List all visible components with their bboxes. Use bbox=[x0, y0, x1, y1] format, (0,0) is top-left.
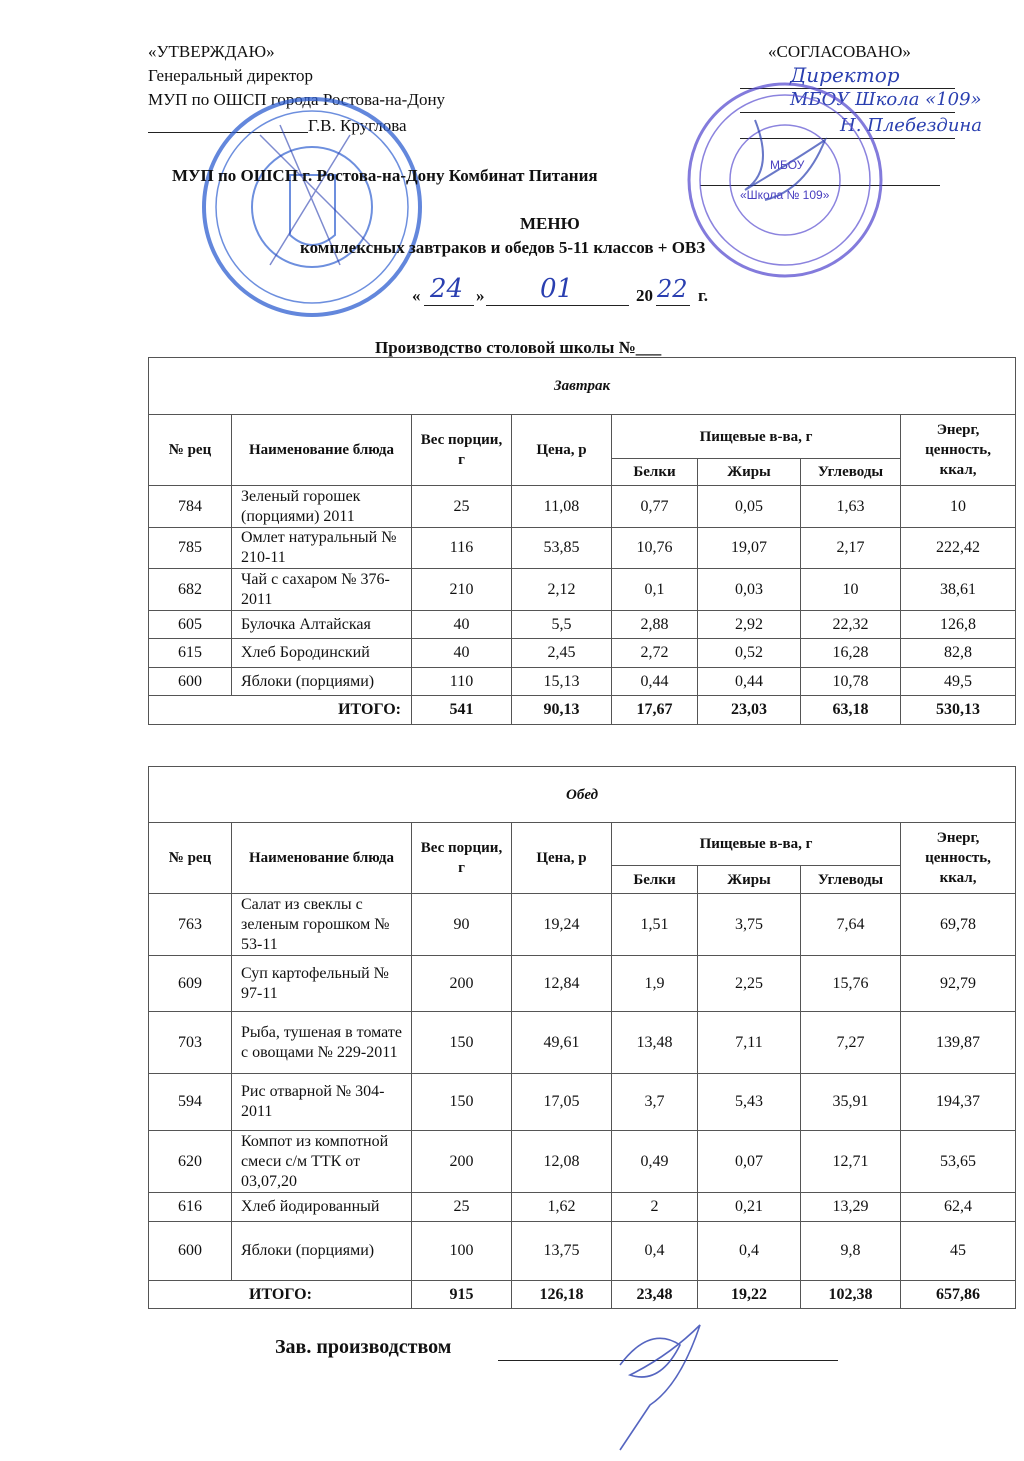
cell-name: Салат из свеклы с зеленым горошком № 53-11 bbox=[232, 894, 412, 956]
cell-carbs: 22,32 bbox=[801, 611, 901, 639]
cell-energy: 82,8 bbox=[901, 639, 1016, 668]
cell-name: Омлет натуральный № 210-11 bbox=[232, 528, 412, 569]
organization-name: МУП по ОШСП г. Ростова-на-Дону Комбинат Питания bbox=[172, 166, 598, 185]
cell-energy: 10 bbox=[901, 486, 1016, 528]
header-rec: № рец bbox=[149, 823, 232, 894]
cell-price: 11,08 bbox=[512, 486, 612, 528]
table-row bbox=[149, 486, 1016, 528]
table-row bbox=[149, 639, 1016, 668]
total-protein: 17,67 bbox=[612, 696, 698, 725]
header-name: Наименование блюда bbox=[232, 415, 412, 486]
date-suffix: г. bbox=[698, 286, 709, 305]
cell-weight: 200 bbox=[412, 1131, 512, 1193]
cell-weight: 150 bbox=[412, 1074, 512, 1131]
header-energy: Энерг, ценность, ккал, bbox=[901, 415, 1016, 486]
breakfast-rows bbox=[149, 486, 1016, 696]
production-title: Производство столовой школы №___ bbox=[375, 338, 662, 357]
stamp-label-mbou: МБОУ bbox=[770, 158, 805, 172]
cell-price: 12,84 bbox=[512, 956, 612, 1012]
cell-fat: 2,25 bbox=[698, 956, 801, 1012]
header-weight: Вес порции, г bbox=[412, 823, 512, 894]
approve-organization: МУП по ОШСП города Ростова-на-Дону bbox=[148, 90, 446, 109]
total-label: ИТОГО: bbox=[149, 1281, 412, 1309]
cell-price: 12,08 bbox=[512, 1131, 612, 1193]
cell-carbs: 35,91 bbox=[801, 1074, 901, 1131]
cell-weight: 25 bbox=[412, 1193, 512, 1222]
cell-name: Чай с сахаром № 376-2011 bbox=[232, 569, 412, 611]
cell-carbs: 16,28 bbox=[801, 639, 901, 668]
cell-name: Рыба, тушеная в томате с овощами № 229-2011 bbox=[232, 1012, 412, 1074]
cell-carbs: 10 bbox=[801, 569, 901, 611]
total-fat: 19,22 bbox=[698, 1281, 801, 1309]
cell-price: 13,75 bbox=[512, 1222, 612, 1281]
cell-weight: 200 bbox=[412, 956, 512, 1012]
header-carbs: Углеводы bbox=[801, 866, 901, 894]
cell-rec: 616 bbox=[149, 1193, 232, 1222]
cell-carbs: 12,71 bbox=[801, 1131, 901, 1193]
cell-name: Компот из компотной смеси с/м ТТК от 03,07,20 bbox=[232, 1131, 412, 1193]
table-row bbox=[149, 611, 1016, 639]
cell-protein: 0,49 bbox=[612, 1131, 698, 1193]
cell-fat: 0,03 bbox=[698, 569, 801, 611]
cell-rec: 682 bbox=[149, 569, 232, 611]
agree-handwritten-position: Директор bbox=[790, 63, 900, 87]
approve-signer: Г.В. Круглова bbox=[308, 116, 407, 135]
month-line bbox=[486, 305, 629, 306]
total-weight: 541 bbox=[412, 696, 512, 725]
cell-name: Зеленый горошек (порциями) 2011 bbox=[232, 486, 412, 528]
agree-handwritten-school: МБОУ Школа «109» bbox=[790, 89, 982, 110]
cell-price: 1,62 bbox=[512, 1193, 612, 1222]
cell-weight: 110 bbox=[412, 668, 512, 696]
cell-price: 19,24 bbox=[512, 894, 612, 956]
table-row bbox=[149, 569, 1016, 611]
cell-protein: 2,72 bbox=[612, 639, 698, 668]
cell-energy: 69,78 bbox=[901, 894, 1016, 956]
header-fat: Жиры bbox=[698, 459, 801, 486]
agree-handwritten-name: Н. Плебездина bbox=[840, 115, 982, 136]
header-name: Наименование блюда bbox=[232, 823, 412, 894]
total-fat: 23,03 bbox=[698, 696, 801, 725]
cell-carbs: 9,8 bbox=[801, 1222, 901, 1281]
cell-rec: 605 bbox=[149, 611, 232, 639]
menu-subtitle: комплексных завтраков и обедов 5-11 классов + ОВЗ bbox=[300, 238, 706, 257]
date-year: 22 bbox=[657, 275, 688, 303]
cell-weight: 100 bbox=[412, 1222, 512, 1281]
cell-carbs: 13,29 bbox=[801, 1193, 901, 1222]
cell-rec: 703 bbox=[149, 1012, 232, 1074]
cell-energy: 49,5 bbox=[901, 668, 1016, 696]
left-seal-stamp bbox=[200, 95, 425, 320]
table-row bbox=[149, 528, 1016, 569]
table-row bbox=[149, 668, 1016, 696]
cell-price: 2,12 bbox=[512, 569, 612, 611]
header-protein: Белки bbox=[612, 866, 698, 894]
cell-name: Хлеб Бородинский bbox=[232, 639, 412, 668]
lunch-rows bbox=[149, 894, 1016, 1281]
stamp-label-school: «Школа № 109» bbox=[740, 188, 830, 202]
cell-energy: 92,79 bbox=[901, 956, 1016, 1012]
cell-weight: 116 bbox=[412, 528, 512, 569]
approve-position: Генеральный директор bbox=[148, 66, 314, 85]
cell-price: 15,13 bbox=[512, 668, 612, 696]
approve-title: «УТВЕРЖДАЮ» bbox=[148, 42, 275, 61]
cell-name: Булочка Алтайская bbox=[232, 611, 412, 639]
header-weight: Вес порции, г bbox=[412, 415, 512, 486]
cell-fat: 0,05 bbox=[698, 486, 801, 528]
cell-rec: 600 bbox=[149, 668, 232, 696]
cell-price: 5,5 bbox=[512, 611, 612, 639]
cell-price: 53,85 bbox=[512, 528, 612, 569]
cell-rec: 763 bbox=[149, 894, 232, 956]
cell-energy: 53,65 bbox=[901, 1131, 1016, 1193]
year-line bbox=[656, 305, 690, 306]
agree-title: «СОГЛАСОВАНО» bbox=[768, 42, 911, 61]
cell-fat: 7,11 bbox=[698, 1012, 801, 1074]
cell-weight: 40 bbox=[412, 639, 512, 668]
footer-label: Зав. производством bbox=[275, 1336, 452, 1358]
header-price: Цена, р bbox=[512, 823, 612, 894]
cell-protein: 1,9 bbox=[612, 956, 698, 1012]
cell-fat: 0,4 bbox=[698, 1222, 801, 1281]
cell-carbs: 10,78 bbox=[801, 668, 901, 696]
total-protein: 23,48 bbox=[612, 1281, 698, 1309]
total-energy: 657,86 bbox=[901, 1281, 1016, 1309]
cell-protein: 13,48 bbox=[612, 1012, 698, 1074]
lunch-title: Обед bbox=[149, 767, 1016, 823]
cell-carbs: 7,64 bbox=[801, 894, 901, 956]
total-weight: 915 bbox=[412, 1281, 512, 1309]
total-price: 90,13 bbox=[512, 696, 612, 725]
cell-protein: 1,51 bbox=[612, 894, 698, 956]
total-energy: 530,13 bbox=[901, 696, 1016, 725]
cell-weight: 210 bbox=[412, 569, 512, 611]
cell-name: Яблоки (порциями) bbox=[232, 1222, 412, 1281]
cell-rec: 594 bbox=[149, 1074, 232, 1131]
cell-weight: 90 bbox=[412, 894, 512, 956]
cell-rec: 600 bbox=[149, 1222, 232, 1281]
cell-fat: 19,07 bbox=[698, 528, 801, 569]
cell-protein: 2,88 bbox=[612, 611, 698, 639]
cell-fat: 0,44 bbox=[698, 668, 801, 696]
header-protein: Белки bbox=[612, 459, 698, 486]
cell-weight: 25 bbox=[412, 486, 512, 528]
footer-signature bbox=[600, 1305, 720, 1455]
cell-protein: 0,1 bbox=[612, 569, 698, 611]
cell-energy: 62,4 bbox=[901, 1193, 1016, 1222]
table-row bbox=[149, 1012, 1016, 1074]
table-row bbox=[149, 956, 1016, 1012]
cell-fat: 5,43 bbox=[698, 1074, 801, 1131]
breakfast-title: Завтрак bbox=[149, 358, 1016, 415]
cell-fat: 0,07 bbox=[698, 1131, 801, 1193]
total-label: ИТОГО: bbox=[149, 696, 412, 725]
cell-name: Хлеб йодированный bbox=[232, 1193, 412, 1222]
cell-rec: 784 bbox=[149, 486, 232, 528]
cell-carbs: 7,27 bbox=[801, 1012, 901, 1074]
day-line bbox=[424, 305, 474, 306]
cell-protein: 0,4 bbox=[612, 1222, 698, 1281]
total-carbs: 102,38 bbox=[801, 1281, 901, 1309]
cell-fat: 2,92 bbox=[698, 611, 801, 639]
breakfast-table bbox=[148, 357, 1016, 725]
cell-name: Суп картофельный № 97-11 bbox=[232, 956, 412, 1012]
cell-fat: 3,75 bbox=[698, 894, 801, 956]
cell-rec: 785 bbox=[149, 528, 232, 569]
lunch-total-row bbox=[149, 1281, 1016, 1309]
cell-rec: 615 bbox=[149, 639, 232, 668]
cell-protein: 3,7 bbox=[612, 1074, 698, 1131]
total-carbs: 63,18 bbox=[801, 696, 901, 725]
menu-title: МЕНЮ bbox=[520, 214, 580, 233]
table-row bbox=[149, 1131, 1016, 1193]
date-quote-open: « bbox=[412, 286, 421, 305]
cell-carbs: 2,17 bbox=[801, 528, 901, 569]
cell-price: 49,61 bbox=[512, 1012, 612, 1074]
table-row bbox=[149, 1193, 1016, 1222]
date-quote-close: » bbox=[476, 286, 485, 305]
cell-protein: 0,77 bbox=[612, 486, 698, 528]
total-price: 126,18 bbox=[512, 1281, 612, 1309]
breakfast-total-row bbox=[149, 696, 1016, 725]
cell-rec: 620 bbox=[149, 1131, 232, 1193]
header-nutrients: Пищевые в-ва, г bbox=[612, 415, 901, 459]
header-carbs: Углеводы bbox=[801, 459, 901, 486]
lunch-table bbox=[148, 766, 1016, 1309]
cell-carbs: 15,76 bbox=[801, 956, 901, 1012]
cell-weight: 150 bbox=[412, 1012, 512, 1074]
cell-energy: 38,61 bbox=[901, 569, 1016, 611]
cell-protein: 0,44 bbox=[612, 668, 698, 696]
header-nutrients: Пищевые в-ва, г bbox=[612, 823, 901, 866]
cell-energy: 126,8 bbox=[901, 611, 1016, 639]
header-price: Цена, р bbox=[512, 415, 612, 486]
table-row bbox=[149, 1222, 1016, 1281]
cell-rec: 609 bbox=[149, 956, 232, 1012]
header-fat: Жиры bbox=[698, 866, 801, 894]
table-row bbox=[149, 894, 1016, 956]
cell-weight: 40 bbox=[412, 611, 512, 639]
cell-energy: 222,42 bbox=[901, 528, 1016, 569]
cell-energy: 194,37 bbox=[901, 1074, 1016, 1131]
header-energy: Энерг, ценность, ккал, bbox=[901, 823, 1016, 894]
table-row bbox=[149, 1074, 1016, 1131]
cell-price: 17,05 bbox=[512, 1074, 612, 1131]
date-day: 24 bbox=[430, 274, 464, 304]
cell-price: 2,45 bbox=[512, 639, 612, 668]
cell-protein: 2 bbox=[612, 1193, 698, 1222]
cell-energy: 139,87 bbox=[901, 1012, 1016, 1074]
right-seal-stamp bbox=[685, 80, 885, 280]
cell-name: Рис отварной № 304-2011 bbox=[232, 1074, 412, 1131]
cell-protein: 10,76 bbox=[612, 528, 698, 569]
cell-name: Яблоки (порциями) bbox=[232, 668, 412, 696]
cell-fat: 0,52 bbox=[698, 639, 801, 668]
cell-fat: 0,21 bbox=[698, 1193, 801, 1222]
header-rec: № рец bbox=[149, 415, 232, 486]
cell-energy: 45 bbox=[901, 1222, 1016, 1281]
date-month: 01 bbox=[540, 274, 574, 304]
date-year-prefix: 20 bbox=[636, 286, 653, 305]
cell-carbs: 1,63 bbox=[801, 486, 901, 528]
